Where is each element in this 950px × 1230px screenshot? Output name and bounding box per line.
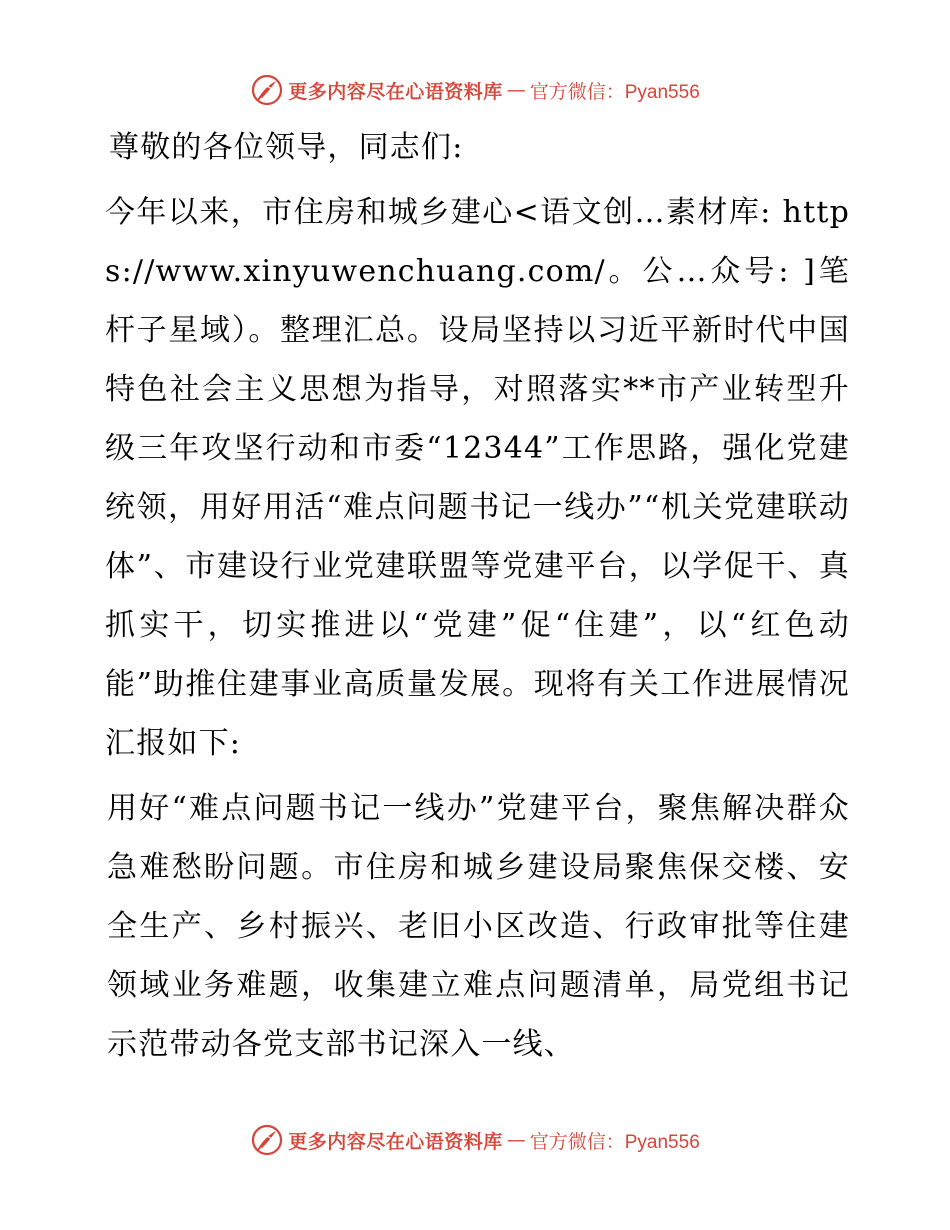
watermark-separator: — <box>506 79 526 101</box>
greeting-line: 尊敬的各位领导，同志们: <box>109 130 464 165</box>
footer-watermark <box>0 1120 950 1160</box>
paragraph-1: 今年以来，市住房和城乡建心<语文创…素材库: https://www.xinyuwenchuang.com/。公…众号: ]笔杆子星域）。整理汇总。设局坚持以习近平新时代中国特色社会主义思想为指导，对照落实**市产业转型升级三年攻坚行动和市委“12344”工作思路，强化党建统领，用好用活“难点问题书记一线办”“机关党建联动体”、市建设行业党建联盟等党建平台，以学促干、真抓实干，切实推进以“党建”促“住建”，以“红色动能”助推住建事业高质量发展。现将有关工作进展情况汇报如下: <box>105 195 850 761</box>
watermark-brand-text: 更多内容尽在心语资料库 <box>288 80 503 103</box>
watermark-contact-text: 官方微信：Pyan556 <box>529 1131 700 1153</box>
watermark-contact-text: 官方微信：Pyan556 <box>529 81 700 103</box>
quill-pen-logo-icon <box>250 1123 284 1157</box>
header-watermark <box>0 70 950 110</box>
watermark-brand-text: 更多内容尽在心语资料库 <box>288 1130 503 1153</box>
document-body <box>97 118 850 1074</box>
quill-pen-logo-icon <box>250 73 284 107</box>
paragraph-2: 用好“难点问题书记一线办”党建平台，聚焦解决群众急难愁盼问题。市住房和城乡建设局聚焦保交楼、安全生产、乡村振兴、老旧小区改造、行政审批等住建领域业务难题，收集建立难点问题清单，局党组书记示范带动各党支部书记深入一线、 <box>107 791 850 1062</box>
watermark-separator: — <box>506 1129 526 1151</box>
